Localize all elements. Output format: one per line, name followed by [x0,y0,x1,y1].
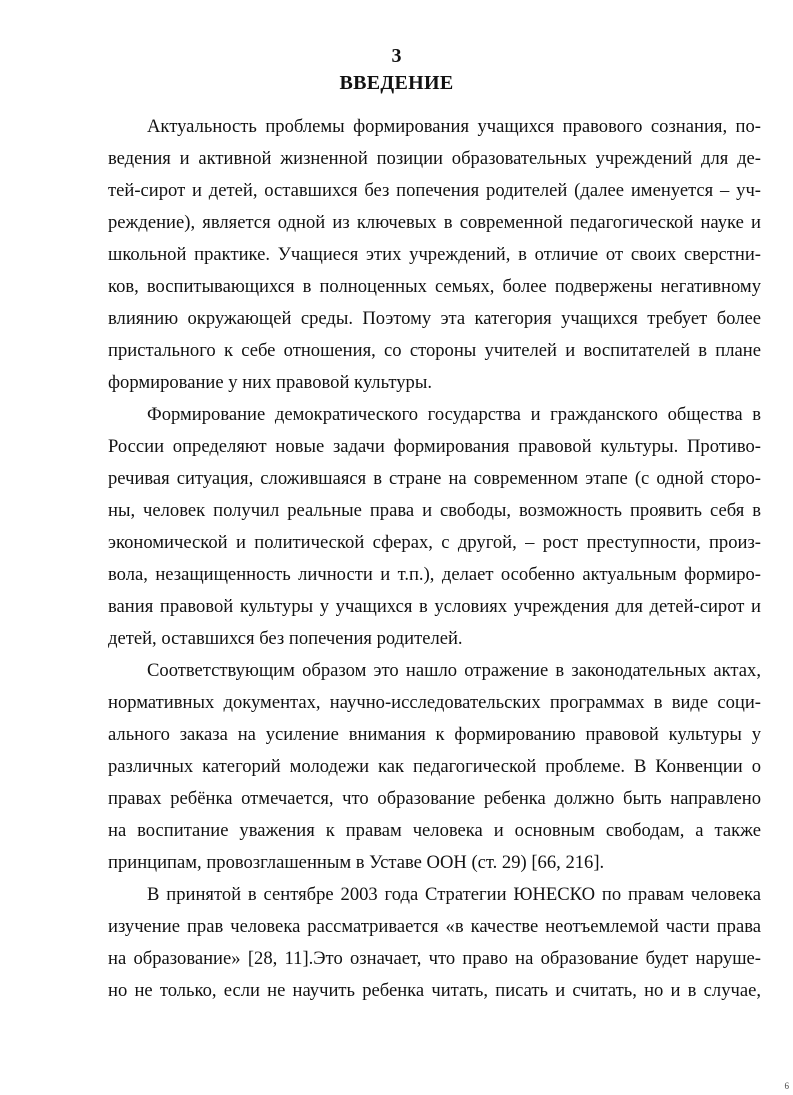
text-line: принципам, провозглашенным в Уставе ООН (ст. 29) [66, 216]. [108,852,605,873]
text-line: вола, незащищенность личности и т.п.), делает особенно актуальным формиро- [108,564,761,585]
text-line: ального заказа на усиление внимания к формированию правовой культуры у [108,724,761,745]
text-line: ков, воспитывающихся в полноценных семьях, более подвержены негативному [108,276,761,297]
paragraph [108,655,761,879]
text-line: Формирование демократического государства и гражданского общества в [147,404,761,425]
text-line: В принятой в сентябре 2003 года Стратегии ЮНЕСКО по правам человека [147,884,761,905]
text-line: формирование у них правовой культуры. [108,372,432,393]
corner-mark: 6 [784,1081,789,1091]
text-line: речивая ситуация, сложившаяся в стране на современном этапе (с одной сторо- [108,468,761,489]
text-line: на воспитание уважения к правам человека и основным свободам, а также [108,820,761,841]
text-line: различных категорий молодежи как педагогической проблеме. В Конвенции о [108,756,761,777]
text-line: ны, человек получил реальные права и свободы, возможность проявить себя в [108,500,761,521]
text-line: Соответствующим образом это нашло отражение в законодательных актах, [147,660,761,681]
text-line: влиянию окружающей среды. Поэтому эта категория учащихся требует более [108,308,761,329]
paragraph [108,879,761,1007]
page-title: ВВЕДЕНИЕ [339,72,454,94]
text-line: на образование» [28, 11].Это означает, что право на образование будет наруше- [108,948,761,969]
text-line: но не только, если не научить ребенка читать, писать и считать, но и в случае, [108,980,761,1001]
text-line: реждение), является одной из ключевых в современной педагогической науке и [108,212,761,233]
text-line: пристального к себе отношения, со стороны учителей и воспитателей в плане [108,340,761,361]
text-line: России определяют новые задачи формирования правовой культуры. Противо- [108,436,761,457]
text-line: экономической и политической сферах, с другой, – рост преступности, произ- [108,532,761,553]
text-line: Актуальность проблемы формирования учащихся правового сознания, по- [147,116,761,137]
text-line: нормативных документах, научно-исследовательских программах в виде соци- [108,692,761,713]
text-line: школьной практике. Учащиеся этих учреждений, в отличие от своих сверстни- [108,244,761,265]
body-text [108,111,761,1007]
text-line: тей-сирот и детей, оставшихся без попечения родителей (далее именуется – уч- [108,180,761,201]
text-line: детей, оставшихся без попечения родителей. [108,628,463,649]
text-line: изучение прав человека рассматривается «в качестве неотъемлемой части права [108,916,761,937]
text-line: правах ребёнка отмечается, что образование ребенка должно быть направлено [108,788,761,809]
text-line: ведения и активной жизненной позиции образовательных учреждений для де- [108,148,761,169]
paragraph [108,399,761,655]
page-number: 3 [391,45,402,67]
paragraph [108,111,761,399]
text-line: вания правовой культуры у учащихся в условиях учреждения для детей-сирот и [108,596,761,617]
